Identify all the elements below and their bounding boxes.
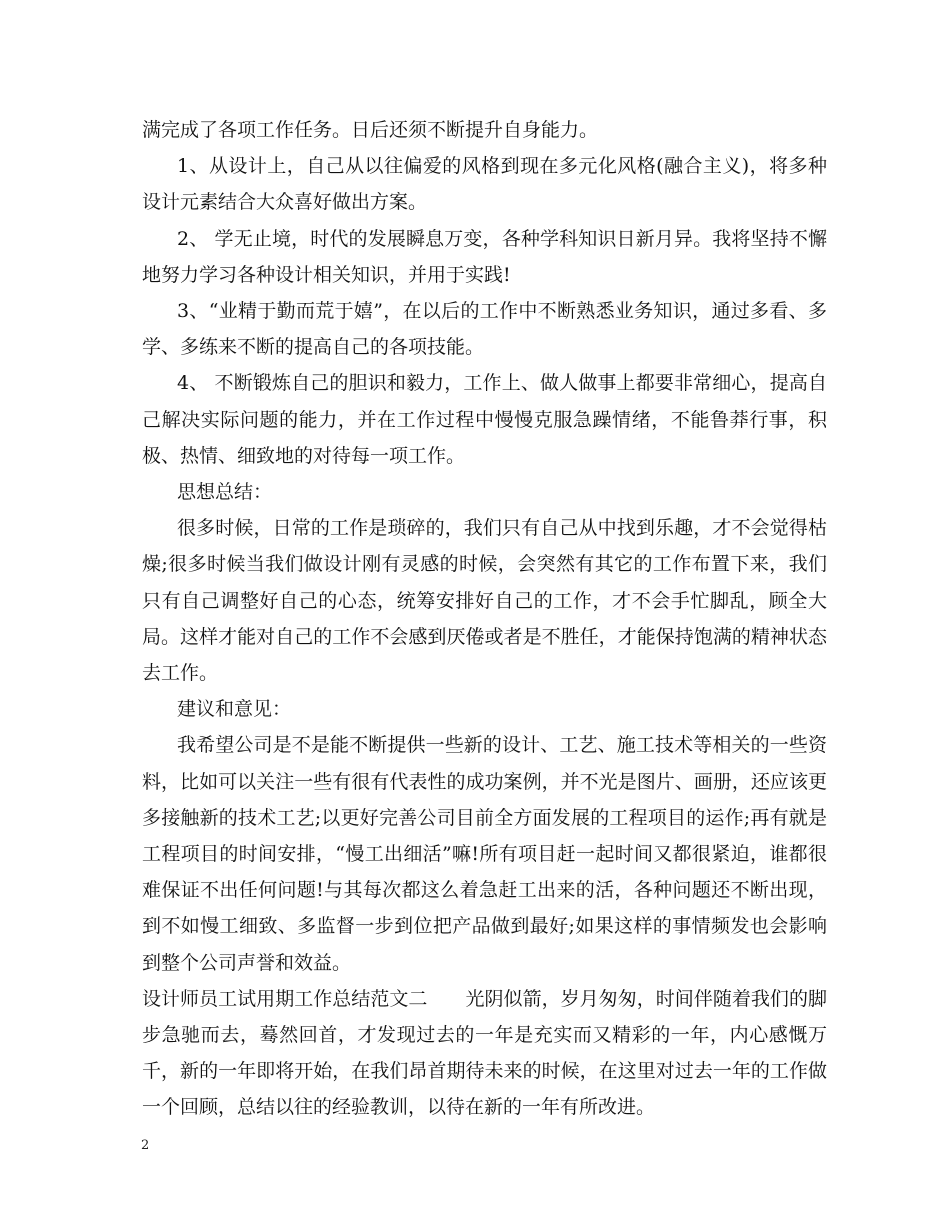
section-heading-suggestions: 建议和意见：	[177, 698, 292, 721]
page-number: 2	[141, 1138, 150, 1153]
list-item-self-discipline: 4、 不断锻炼自己的胆识和毅力，工作上、做人做事上都要非常细心，提高自己解决实际问题的能力，并在工作过程中慢慢克服急躁情绪，不能鲁莽行事，积极、热情、细致地的对待每一项工作。	[142, 372, 827, 467]
body-text	[142, 112, 827, 1126]
paragraph-sample-two: 设计师员工试用期工作总结范文二 光阴似箭，岁月匆匆，时间伴随着我们的脚步急驰而去，蓦然回首，才发现过去的一年是充实而又精彩的一年，内心感慨万千，新的一年即将开始，在我们昂首期待未来的时候，在这里对过去一年的工作做一个回顾，总结以往的经验教训，以待在新的一年有所改进。	[142, 987, 827, 1119]
list-item-continuous-learning: 2、 学无止境，时代的发展瞬息万变，各种学科知识日新月异。我将坚持不懈地努力学习各种设计相关知识，并用于实践!	[142, 227, 827, 286]
paragraph-suggestions: 我希望公司是不是能不断提供一些新的设计、工艺、施工技术等相关的一些资料，比如可以关注一些有很有代表性的成功案例，并不光是图片、画册，还应该更多接触新的技术工艺;以更好完善公司目前全方面发展的工程项目的运作;再有就是工程项目的时间安排，“慢工出细活”嘛!所有项目赶一起时间又都很紧迫，谁都很难保证不出任何问题!与其每次都这么着急赶工出来的活，各种问题还不断出现，到不如慢工细致、多监督一步到位把产品做到最好;如果这样的事情频发也会影响到整个公司声誉和效益。	[142, 734, 827, 974]
paragraph-thought-summary: 很多时候，日常的工作是琐碎的，我们只有自己从中找到乐趣，才不会觉得枯燥;很多时候当我们做设计刚有灵感的时候，会突然有其它的工作布置下来，我们只有自己调整好自己的心态，统筹安排好自己的工作，才不会手忙脚乱，顾全大局。这样才能对自己的工作不会感到厌倦或者是不胜任，才能保持饱满的精神状态去工作。	[142, 517, 827, 685]
list-item-skill-improvement: 3、“业精于勤而荒于嬉”，在以后的工作中不断熟悉业务知识，通过多看、多学、多练来不断的提高自己的各项技能。	[142, 300, 827, 359]
section-heading-thought-summary: 思想总结：	[177, 481, 273, 504]
list-item-design-style: 1、从设计上，自己从以往偏爱的风格到现在多元化风格(融合主义)，将多种设计元素结合大众喜好做出方案。	[142, 155, 827, 214]
paragraph: 满完成了各项工作任务。日后还须不断提升自身能力。	[142, 119, 599, 141]
